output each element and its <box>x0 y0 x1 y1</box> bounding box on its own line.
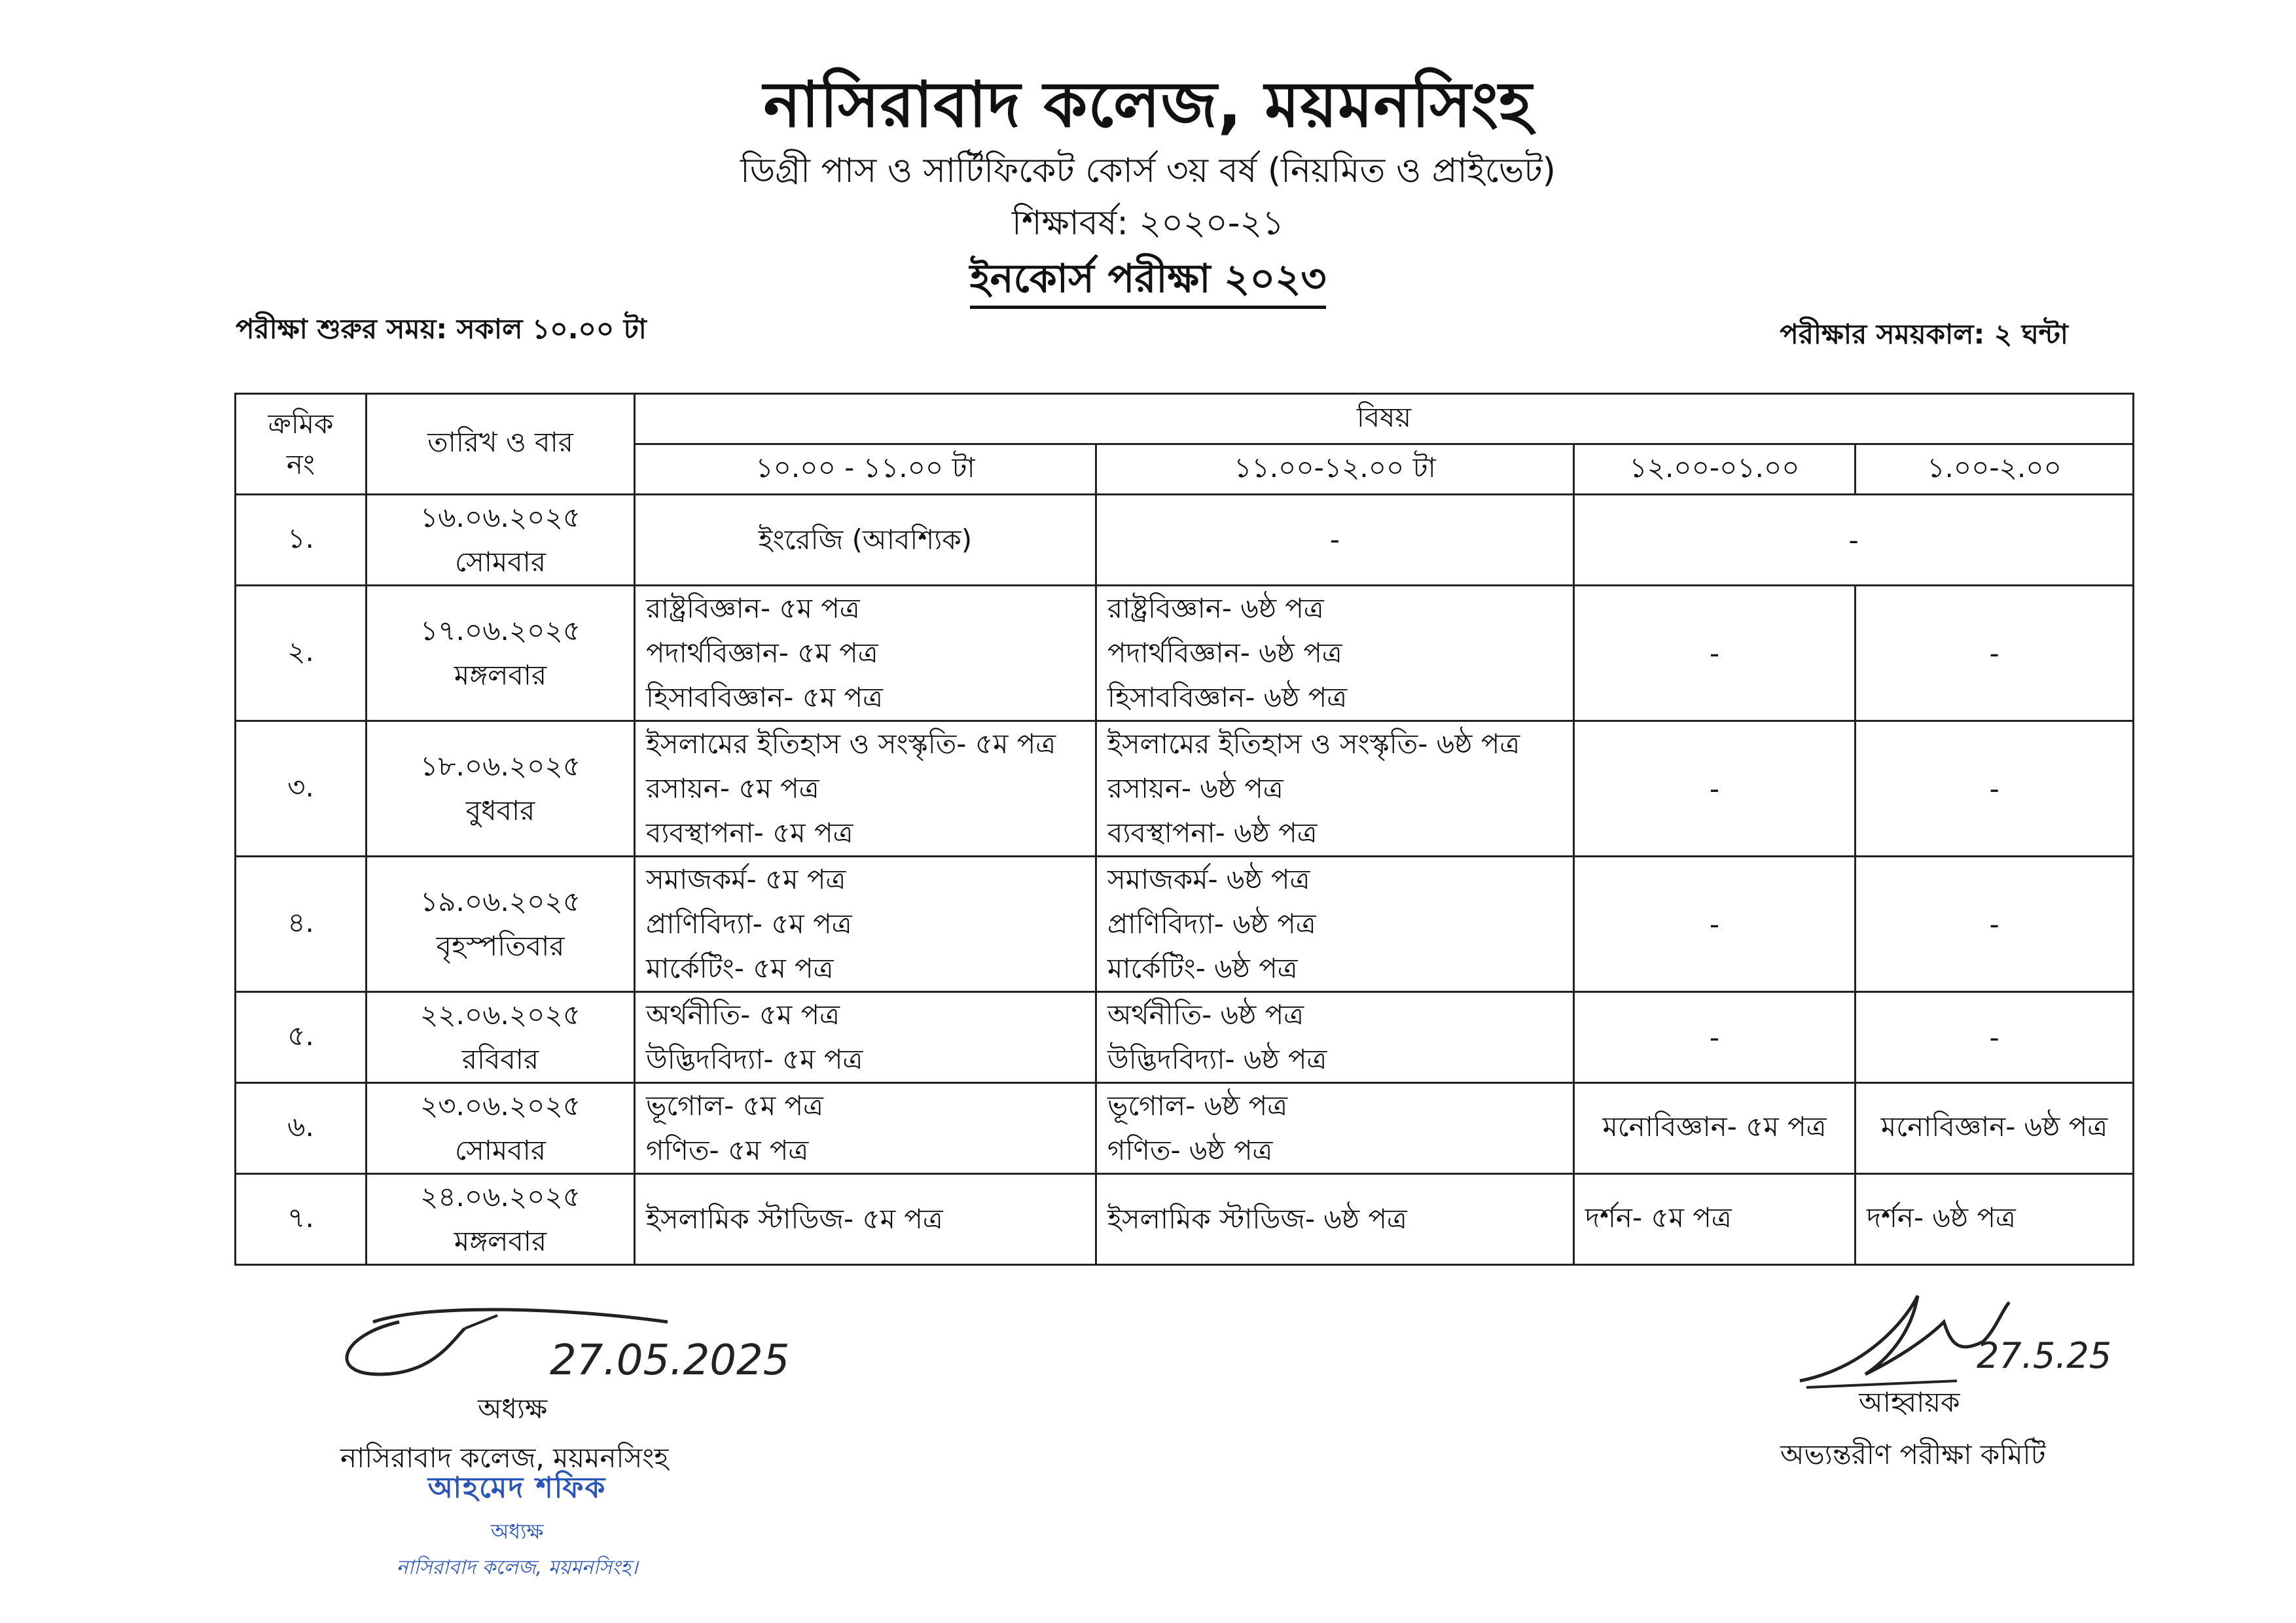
subject-text: ভূগোল- ৬ষ্ঠ পত্র <box>1107 1090 1288 1122</box>
exam-committee: অভ্যন্তরীণ পরীক্ষা কমিটি <box>1780 1438 2046 1471</box>
slot-3-cell: - <box>1574 586 1856 721</box>
subject-text: ইসলামের ইতিহাস ও সংস্কৃতি- ৫ম পত্র <box>646 728 1056 760</box>
slot-1-cell <box>635 495 1096 586</box>
table-row <box>236 992 2134 1083</box>
subject-text: গণিত- ৬ষ্ঠ পত্র <box>1107 1134 1273 1166</box>
date-text: ১৮.০৬.২০২৫ <box>420 750 581 782</box>
table-row <box>236 1083 2134 1174</box>
subject-text: পদার্থবিজ্ঞান- ৬ষ্ঠ পত্র <box>1107 637 1342 669</box>
slot-1-cell <box>635 586 1096 721</box>
day-text: বৃহস্পতিবার <box>436 930 565 962</box>
subject-text: ইসলামিক স্টাডিজ- ৬ষ্ঠ পত্র <box>1107 1203 1407 1235</box>
convener-title: আহ্বায়ক <box>1859 1386 1960 1418</box>
slot-2-cell <box>1096 495 1574 586</box>
serial-cell: ৫. <box>236 992 367 1083</box>
subject-text: রাষ্ট্রবিজ্ঞান- ৬ষ্ঠ পত্র <box>1107 592 1324 624</box>
slot-3-cell: - <box>1574 992 1856 1083</box>
subject-header: বিষয় <box>635 394 2134 444</box>
date-text: ২২.০৬.২০২৫ <box>420 999 581 1031</box>
slot-2-header: ১১.০০-১২.০০ টা <box>1096 444 1574 495</box>
subject-text: ব্যবস্থাপনা- ৬ষ্ঠ পত্র <box>1107 817 1318 849</box>
table-row <box>236 721 2134 857</box>
day-text: বুধবার <box>465 794 535 827</box>
subject-text: হিসাববিজ্ঞান- ৫ম পত্র <box>646 681 884 713</box>
principal-date: 27.05.2025 <box>550 1336 790 1385</box>
principal-college: নাসিরাবাদ কলেজ, ময়মনসিংহ <box>340 1442 669 1474</box>
slot-3-header: ১২.০০-০১.০০ <box>1574 444 1856 495</box>
subject-text: সমাজকর্ম- ৬ষ্ঠ পত্র <box>1107 863 1310 895</box>
slot-3-cell: - <box>1574 721 1856 857</box>
slot-3-cell: - <box>1574 857 1856 992</box>
subject-text: ইংরেজি (আবশ্যিক) <box>758 524 973 556</box>
date-cell <box>367 721 635 857</box>
subject-text: অর্থনীতি- ৫ম পত্র <box>646 999 840 1031</box>
slot-4-cell: - <box>1856 857 2134 992</box>
subject-text: - <box>1329 524 1340 556</box>
slot-2-cell <box>1096 721 1574 857</box>
slot-2-cell <box>1096 1174 1574 1265</box>
subject-text: হিসাববিজ্ঞান- ৬ষ্ঠ পত্র <box>1107 681 1348 713</box>
slot-3-4-cell: - <box>1574 495 2134 586</box>
serial-cell: ২. <box>236 586 367 721</box>
date-cell <box>367 1083 635 1174</box>
slot-1-cell <box>635 857 1096 992</box>
convener-signature <box>1787 1283 2153 1400</box>
day-text: সোমবার <box>455 1134 546 1166</box>
slot-2-cell <box>1096 586 1574 721</box>
subject-text: গণিত- ৫ম পত্র <box>646 1134 809 1166</box>
date-header: তারিখ ও বার <box>367 394 635 495</box>
subject-text: প্রাণিবিদ্যা- ৫ম পত্র <box>646 908 852 940</box>
slot-1-cell <box>635 992 1096 1083</box>
slot-4-cell: - <box>1856 721 2134 857</box>
course-subtitle: ডিগ্রী পাস ও সার্টিফিকেট কোর্স ৩য় বর্ষ (নিয়মিত ও প্রাইভেট) <box>740 151 1556 190</box>
slot-4-header: ১.০০-২.০০ <box>1856 444 2134 495</box>
date-text: ২৪.০৬.২০২৫ <box>420 1181 581 1213</box>
slot-1-cell <box>635 1083 1096 1174</box>
principal-stamp <box>367 1466 668 1585</box>
day-text: মঙ্গলবার <box>454 1225 547 1257</box>
day-text: মঙ্গলবার <box>454 659 547 691</box>
stamp-college: নাসিরাবাদ কলেজ, ময়মনসিংহ। <box>396 1556 638 1579</box>
exam-routine-table <box>234 393 2134 1266</box>
slot-3-cell: দর্শন- ৫ম পত্র <box>1574 1174 1856 1265</box>
table-row <box>236 857 2134 992</box>
subject-text: ইসলামিক স্টাডিজ- ৫ম পত্র <box>646 1203 943 1235</box>
subject-text: ভূগোল- ৫ম পত্র <box>646 1090 823 1122</box>
subject-text: অর্থনীতি- ৬ষ্ঠ পত্র <box>1107 999 1304 1031</box>
date-cell <box>367 992 635 1083</box>
table-row <box>236 586 2134 721</box>
slot-2-cell <box>1096 992 1574 1083</box>
slot-2-cell <box>1096 1083 1574 1174</box>
subject-text: উদ্ভিদবিদ্যা- ৫ম পত্র <box>646 1043 863 1075</box>
day-text: রবিবার <box>461 1043 539 1075</box>
subject-text: মার্কেটিং- ৫ম পত্র <box>646 952 834 984</box>
subject-text: রাষ্ট্রবিজ্ঞান- ৫ম পত্র <box>646 592 860 624</box>
serial-cell: ৪. <box>236 857 367 992</box>
date-cell <box>367 495 635 586</box>
table-row <box>236 495 2134 586</box>
exam-start-time: পরীক্ষা শুরুর সময়: সকাল ১০.০০ টা <box>236 313 647 345</box>
date-cell <box>367 857 635 992</box>
convener-date: 27.5.25 <box>1977 1335 2112 1376</box>
date-text: ১৬.০৬.২০২৫ <box>420 501 581 533</box>
subject-text: ইসলামের ইতিহাস ও সংস্কৃতি- ৬ষ্ঠ পত্র <box>1107 728 1520 760</box>
exam-title-text: ইনকোর্স পরীক্ষা ২০২৩ <box>970 256 1327 309</box>
slot-1-cell <box>635 721 1096 857</box>
subject-text: উদ্ভিদবিদ্যা- ৬ষ্ঠ পত্র <box>1107 1043 1327 1075</box>
stamp-title: অধ্যক্ষ <box>490 1519 544 1544</box>
principal-signature <box>301 1276 825 1407</box>
stamp-name: আহমেদ শফিক <box>427 1471 607 1505</box>
serial-cell: ৭. <box>236 1174 367 1265</box>
slot-3-cell: মনোবিজ্ঞান- ৫ম পত্র <box>1574 1083 1856 1174</box>
academic-session: শিক্ষাবর্ষ: ২০২০-২১ <box>1011 204 1285 243</box>
slot-4-cell: - <box>1856 992 2134 1083</box>
slot-1-cell <box>635 1174 1096 1265</box>
exam-title <box>0 249 2296 314</box>
slot-2-cell <box>1096 857 1574 992</box>
serial-cell: ১. <box>236 495 367 586</box>
slot-4-cell: মনোবিজ্ঞান- ৬ষ্ঠ পত্র <box>1856 1083 2134 1174</box>
subject-text: মার্কেটিং- ৬ষ্ঠ পত্র <box>1107 952 1298 984</box>
subject-text: ব্যবস্থাপনা- ৫ম পত্র <box>646 817 853 849</box>
date-cell <box>367 586 635 721</box>
serial-header <box>236 394 367 495</box>
slot-4-cell: - <box>1856 586 2134 721</box>
date-text: ২৩.০৬.২০২৫ <box>420 1090 581 1122</box>
serial-cell: ৬. <box>236 1083 367 1174</box>
subject-text: রসায়ন- ৫ম পত্র <box>646 772 819 804</box>
slot-1-header: ১০.০০ - ১১.০০ টা <box>635 444 1096 495</box>
date-text: ১৯.০৬.২০২৫ <box>420 885 581 918</box>
day-text: সোমবার <box>455 546 546 578</box>
subject-text: সমাজকর্ম- ৫ম পত্র <box>646 863 846 895</box>
subject-text: প্রাণিবিদ্যা- ৬ষ্ঠ পত্র <box>1107 908 1316 940</box>
serial-cell: ৩. <box>236 721 367 857</box>
slot-4-cell: দর্শন- ৬ষ্ঠ পত্র <box>1856 1174 2134 1265</box>
date-cell <box>367 1174 635 1265</box>
serial-header-text: ক্রমিক নং <box>268 407 334 480</box>
college-title: নাসিরাবাদ কলেজ, ময়মনসিংহ <box>763 68 1533 141</box>
principal-title: অধ্যক্ষ <box>478 1393 548 1425</box>
table-row <box>236 1174 2134 1265</box>
subject-text: রসায়ন- ৬ষ্ঠ পত্র <box>1107 772 1283 804</box>
exam-duration: পরীক্ষার সময়কাল: ২ ঘন্টা <box>1780 318 2068 350</box>
date-text: ১৭.০৬.২০২৫ <box>420 615 581 647</box>
subject-text: পদার্থবিজ্ঞান- ৫ম পত্র <box>646 637 878 669</box>
